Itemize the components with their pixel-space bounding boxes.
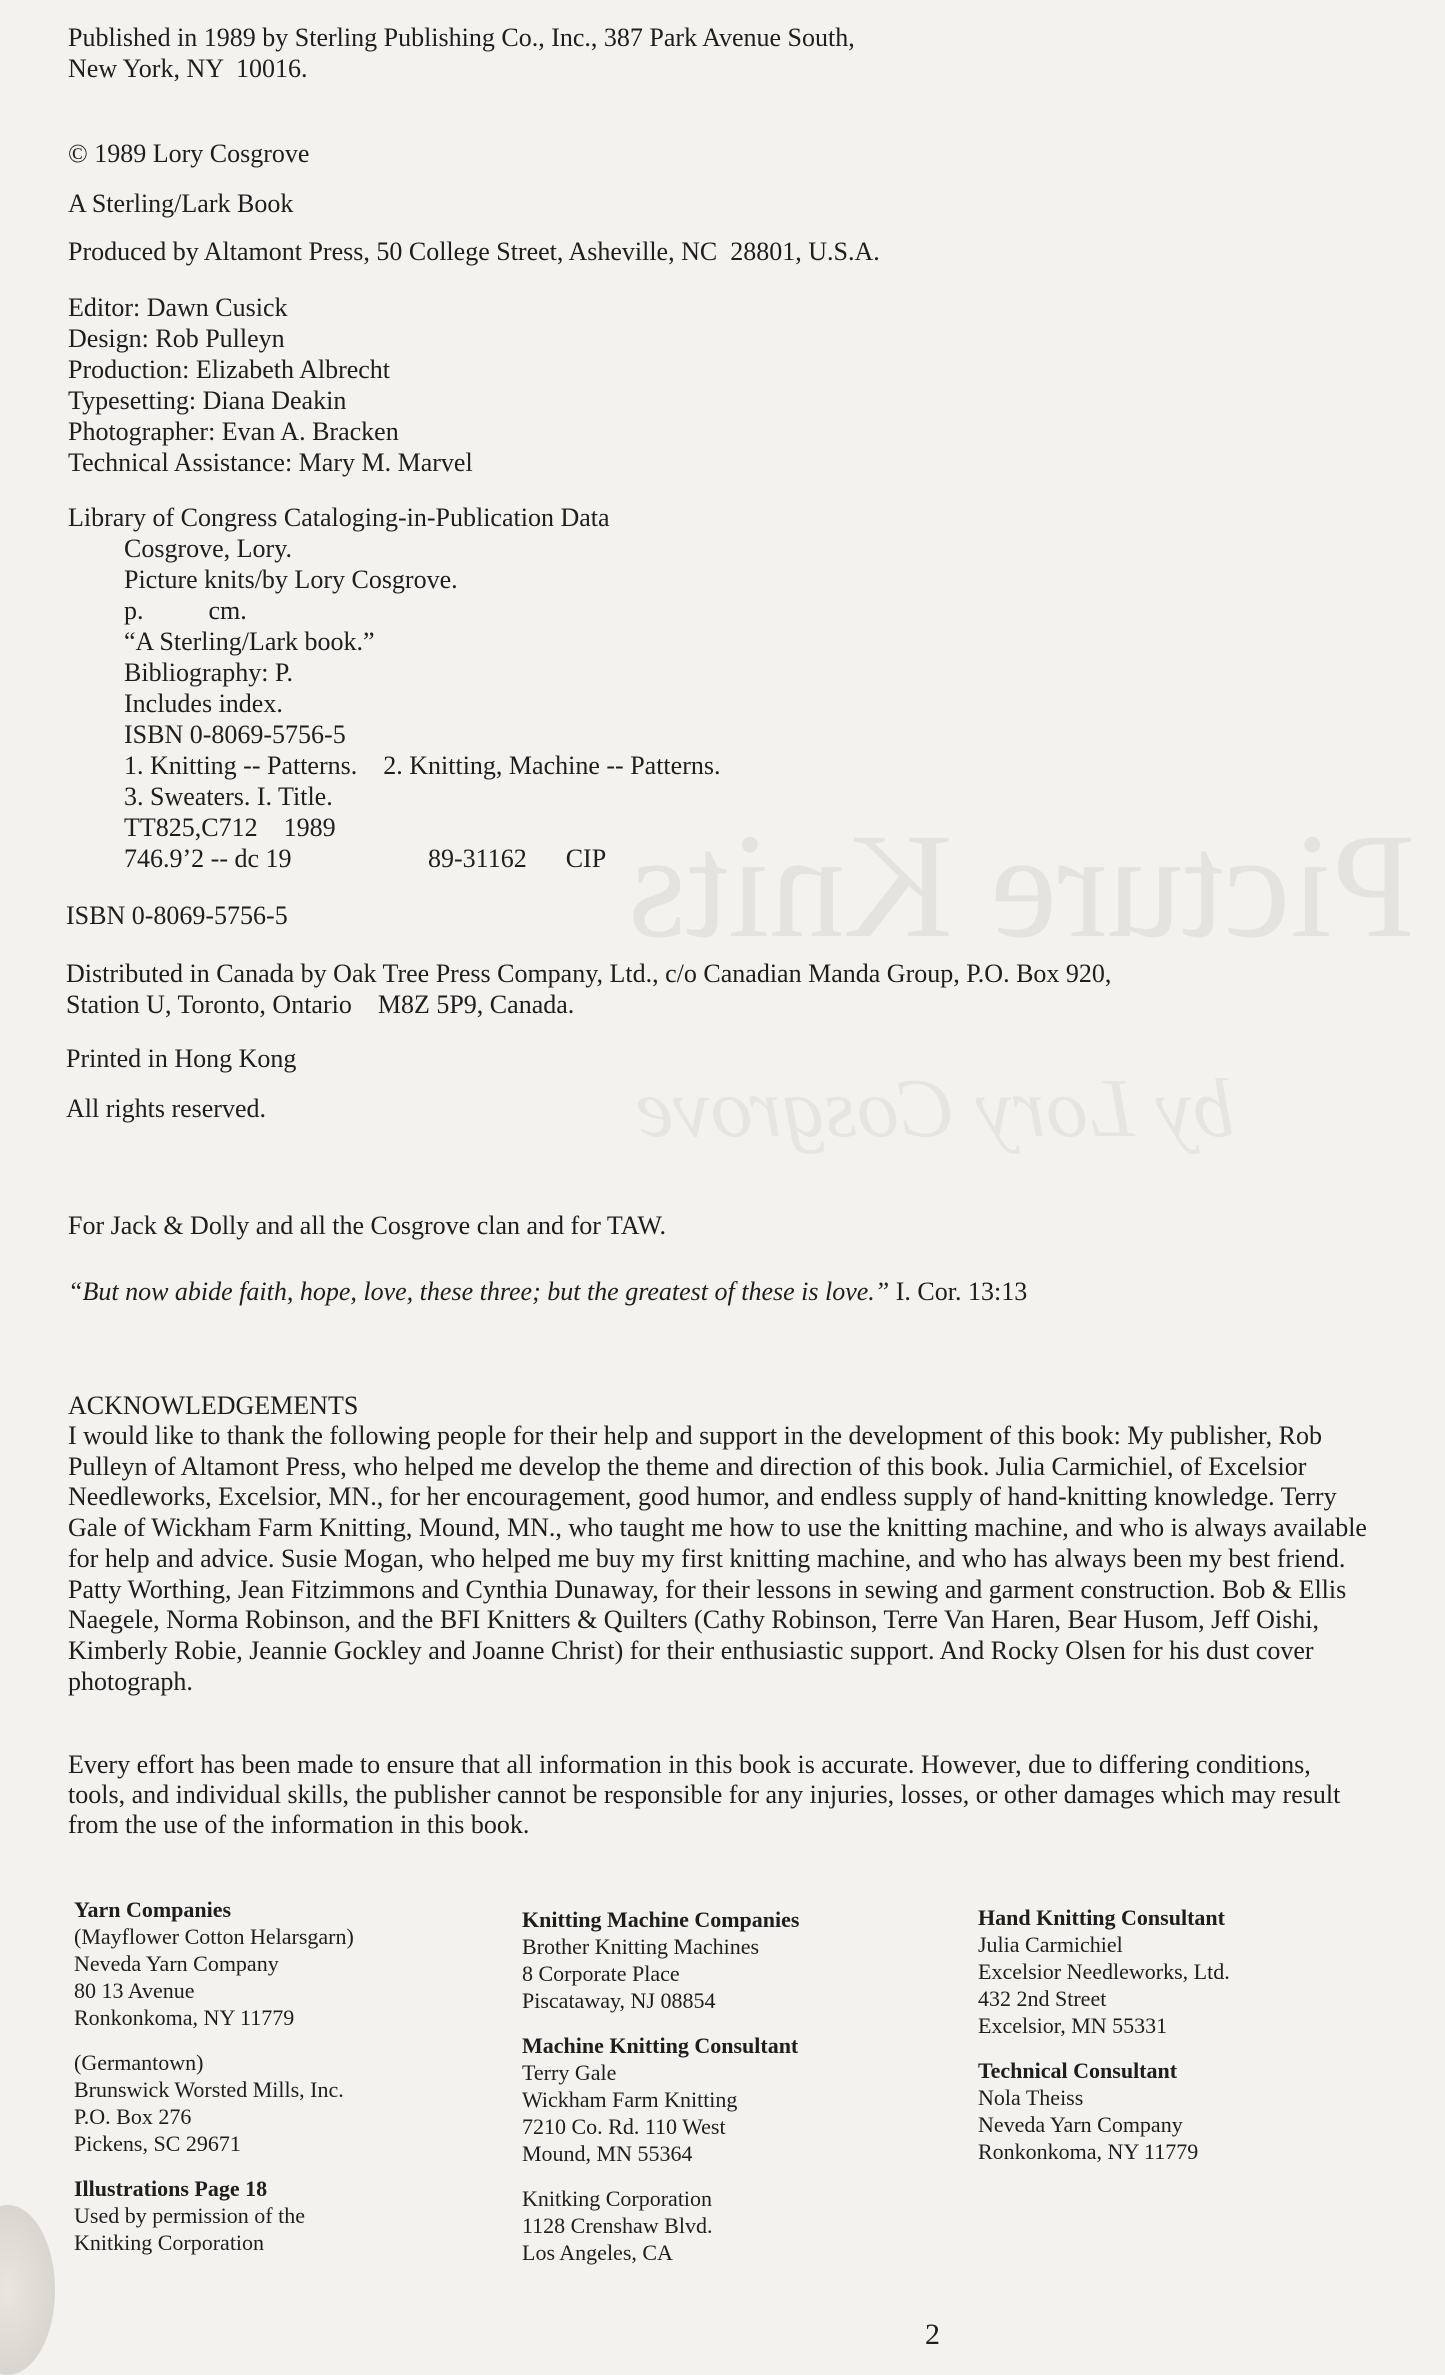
distribution-info	[66, 958, 1376, 1020]
cataloging-line: Includes index.	[124, 689, 283, 718]
publisher-line: Published in 1989 by Sterling Publishing Co., Inc., 387 Park Avenue South,	[68, 23, 855, 52]
cataloging-line: Picture knits/by Lory Cosgrove.	[124, 565, 458, 594]
resource-line: Knitking Corporation	[74, 2230, 265, 2255]
resource-heading: Machine Knitting Consultant	[522, 2033, 799, 2058]
resource-line: 7210 Co. Rd. 110 West	[522, 2114, 726, 2139]
cataloging-line: “A Sterling/Lark book.”	[124, 627, 375, 656]
resource-line: P.O. Box 276	[74, 2104, 192, 2129]
resource-group	[522, 2032, 942, 2167]
cataloging-line: Cosgrove, Lory.	[124, 534, 293, 563]
resource-group	[74, 2049, 494, 2157]
resource-line: Neveda Yarn Company	[978, 2112, 1183, 2137]
resource-line: (Germantown)	[74, 2050, 204, 2075]
resource-line: Julia Carmichiel	[978, 1932, 1123, 1957]
credit-line: Photographer: Evan A. Bracken	[68, 417, 399, 446]
distribution-line: Distributed in Canada by Oak Tree Press Company, Ltd., c/o Canadian Manda Group, P.O. Box 920,	[66, 959, 1112, 988]
publisher-info	[68, 22, 1378, 84]
resource-heading: Yarn Companies	[74, 1897, 232, 1922]
resource-line: Knitking Corporation	[522, 2186, 713, 2211]
resource-line: Brunswick Worsted Mills, Inc.	[74, 2077, 344, 2102]
credits-list	[68, 292, 1378, 478]
acknowledgements-heading: ACKNOWLEDGEMENTS	[68, 1391, 359, 1420]
resource-line: Used by permission of the	[74, 2203, 305, 2228]
cataloging-line: Bibliography: P.	[124, 658, 294, 687]
resource-heading: Illustrations Page 18	[74, 2176, 268, 2201]
dedication: For Jack & Dolly and all the Cosgrove clan and for TAW.	[68, 1211, 667, 1240]
resource-group	[522, 2185, 942, 2266]
resource-line: Brother Knitting Machines	[522, 1934, 760, 1959]
resource-line: 432 2nd Street	[978, 1986, 1107, 2011]
cataloging-heading: Library of Congress Cataloging-in-Publication Data	[68, 503, 610, 532]
book-type: A Sterling/Lark Book	[68, 189, 294, 218]
page-number: 2	[925, 2318, 940, 2351]
resources-column-3	[978, 1904, 1398, 2183]
credit-line: Editor: Dawn Cusick	[68, 293, 288, 322]
disclaimer: Every effort has been made to ensure that all information in this book is accurate. However, due to differing conditions, tools, and individual skills, the publisher cannot be responsible for any injuries, losses, or other damages which may result from the use of the information in this book.	[68, 1750, 1341, 1839]
resource-line: Excelsior, MN 55331	[978, 2013, 1168, 2038]
credit-line: Design: Rob Pulleyn	[68, 324, 285, 353]
resource-line: 80 13 Avenue	[74, 1978, 195, 2003]
printed-in: Printed in Hong Kong	[66, 1044, 297, 1073]
bleed-through-author: by Lory Cosgrove	[636, 1062, 1235, 1155]
cataloging-line: ISBN 0-8069-5756-5	[124, 720, 346, 749]
quote-text: “But now abide faith, hope, love, these three; but the greatest of these is love.”	[68, 1277, 890, 1306]
resource-line: (Mayflower Cotton Helarsgarn)	[74, 1924, 354, 1949]
resource-line: Ronkonkoma, NY 11779	[74, 2005, 295, 2030]
resource-line: Terry Gale	[522, 2060, 617, 2085]
resource-line: Neveda Yarn Company	[74, 1951, 279, 1976]
quote-reference: I. Cor. 13:13	[889, 1277, 1028, 1306]
resource-line: Ronkonkoma, NY 11779	[978, 2139, 1199, 2164]
resource-line: Wickham Farm Knitting	[522, 2087, 738, 2112]
cataloging-line: 3. Sweaters. I. Title.	[124, 782, 333, 811]
credit-line: Technical Assistance: Mary M. Marvel	[68, 448, 473, 477]
cataloging-line: 746.9’2 -- dc 19 89-31162 CIP	[124, 844, 607, 873]
isbn: ISBN 0-8069-5756-5	[66, 901, 288, 930]
resources-column-2	[522, 1906, 942, 2284]
bleed-through-title: Picture Knits	[627, 803, 1415, 969]
quote	[68, 1276, 1378, 1307]
publisher-line: New York, NY 10016.	[68, 54, 308, 83]
cataloging-line: p. cm.	[124, 596, 247, 625]
thumb-shadow	[0, 2205, 55, 2375]
resource-heading: Technical Consultant	[978, 2058, 1178, 2083]
cataloging-line: 1. Knitting -- Patterns. 2. Knitting, Machine -- Patterns.	[124, 751, 721, 780]
resource-line: 8 Corporate Place	[522, 1961, 680, 1986]
resource-line: Mound, MN 55364	[522, 2141, 693, 2166]
resource-line: Piscataway, NJ 08854	[522, 1988, 716, 2013]
resource-line: Excelsior Needleworks, Ltd.	[978, 1959, 1230, 1984]
credit-line: Production: Elizabeth Albrecht	[68, 355, 391, 384]
resource-group	[522, 1906, 942, 2014]
resource-group	[978, 1904, 1398, 2039]
copyright-notice: © 1989 Lory Cosgrove	[68, 139, 310, 168]
resource-group	[978, 2057, 1398, 2165]
resource-group	[74, 1896, 494, 2031]
resource-line: Los Angeles, CA	[522, 2240, 673, 2265]
acknowledgements-body: I would like to thank the following people for their help and support in the development of this book: My publisher, Rob Pulleyn of Altamont Press, who helped me develop the theme and direction of this book. Julia Carmichiel, of Excelsior Needleworks, Excelsior, MN., for her encouragement, good humor, and endless supply of hand-knitting knowledge. Terry Gale of Wickham Farm Knitting, Mound, MN., who taught me how to use the knitting machine, and who is always available for help and advice. Susie Mogan, who helped me buy my first knitting machine, and who has always been my best friend. Patty Worthing, Jean Fitzimmons and Cynthia Dunaway, for their lessons in sewing and garment construction. Bob & Ellis Naegele, Norma Robinson, and the BFI Knitters & Quilters (Cathy Robinson, Terre Van Haren, Bear Husom, Jeff Oishi, Kimberly Robie, Jeannie Gockley and Joanne Christ) for their enthusiastic support. And Rocky Olsen for his dust cover photograph.	[68, 1421, 1367, 1696]
distribution-line: Station U, Toronto, Ontario M8Z 5P9, Canada.	[66, 990, 575, 1019]
cataloging-data	[68, 502, 1378, 874]
resource-heading: Hand Knitting Consultant	[978, 1905, 1225, 1930]
cataloging-line: TT825,C712 1989	[124, 813, 336, 842]
produced-by: Produced by Altamont Press, 50 College Street, Asheville, NC 28801, U.S.A.	[68, 237, 880, 266]
resource-heading: Knitting Machine Companies	[522, 1907, 800, 1932]
resource-line: Pickens, SC 29671	[74, 2131, 241, 2156]
credit-line: Typesetting: Diana Deakin	[68, 386, 347, 415]
resource-line: 1128 Crenshaw Blvd.	[522, 2213, 713, 2238]
rights-reserved: All rights reserved.	[66, 1094, 267, 1123]
resource-line: Nola Theiss	[978, 2085, 1084, 2110]
resources-column-1	[74, 1896, 494, 2274]
resource-group	[74, 2175, 494, 2256]
